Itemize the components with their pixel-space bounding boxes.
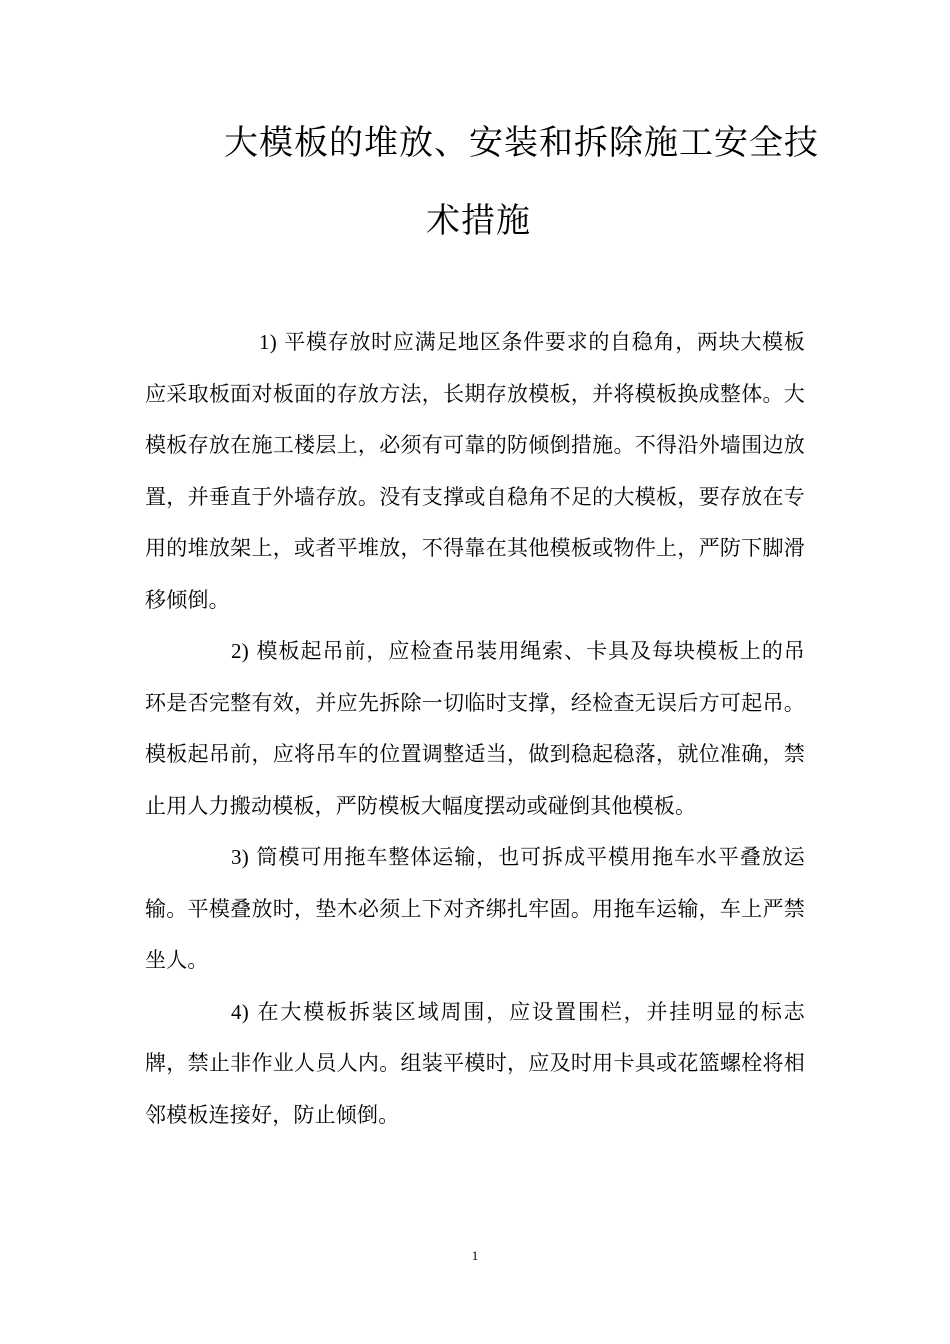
paragraph-1-text: 平模存放时应满足地区条件要求的自稳角，两块大模板应采取板面对板面的存放方法，长期存放模板，并将模板换成整体。大模板存放在施工楼层上，必须有可靠的防倾倒措施。不得沿外墙围边放置，并垂直于外墙存放。没有支撑或自稳角不足的大模板，要存放在专用的堆放架上，或者平堆放，不得靠在其他模板或物件上，严防下脚滑移倾倒。 [145, 330, 805, 612]
paragraph-2-number: 2) [231, 639, 249, 663]
page-number: 1 [471, 1248, 479, 1263]
paragraph-1 [145, 317, 805, 626]
paragraph-4-number: 4) [231, 999, 249, 1024]
paragraph-4 [145, 987, 805, 1142]
paragraph-2 [145, 626, 805, 832]
document-body [145, 317, 805, 1141]
document-title-line-2: 术措施 [426, 201, 531, 241]
paragraph-3-text: 筒模可用拖车整体运输，也可拆成平模用拖车水平叠放运输。平模叠放时，垫木必须上下对齐绑扎牢固。用拖车运输，车上严禁坐人。 [145, 845, 805, 972]
paragraph-1-number: 1) [259, 330, 277, 354]
paragraph-4-text: 在大模板拆装区域周围，应设置围栏，并挂明显的标志牌，禁止非作业人员人内。组装平模时，应及时用卡具或花篮螺栓将相邻模板连接好，防止倾倒。 [145, 999, 805, 1127]
paragraph-3 [145, 832, 805, 987]
document-title-line-1: 大模板的堆放、安装和拆除施工安全技 [224, 123, 819, 163]
paragraph-3-number: 3) [231, 845, 249, 869]
paragraph-2-text: 模板起吊前，应检查吊装用绳索、卡具及每块模板上的吊环是否完整有效，并应先拆除一切临时支撑，经检查无误后方可起吊。模板起吊前，应将吊车的位置调整适当，做到稳起稳落，就位准确，禁止用人力搬动模板，严防模板大幅度摆动或碰倒其他模板。 [145, 639, 805, 818]
